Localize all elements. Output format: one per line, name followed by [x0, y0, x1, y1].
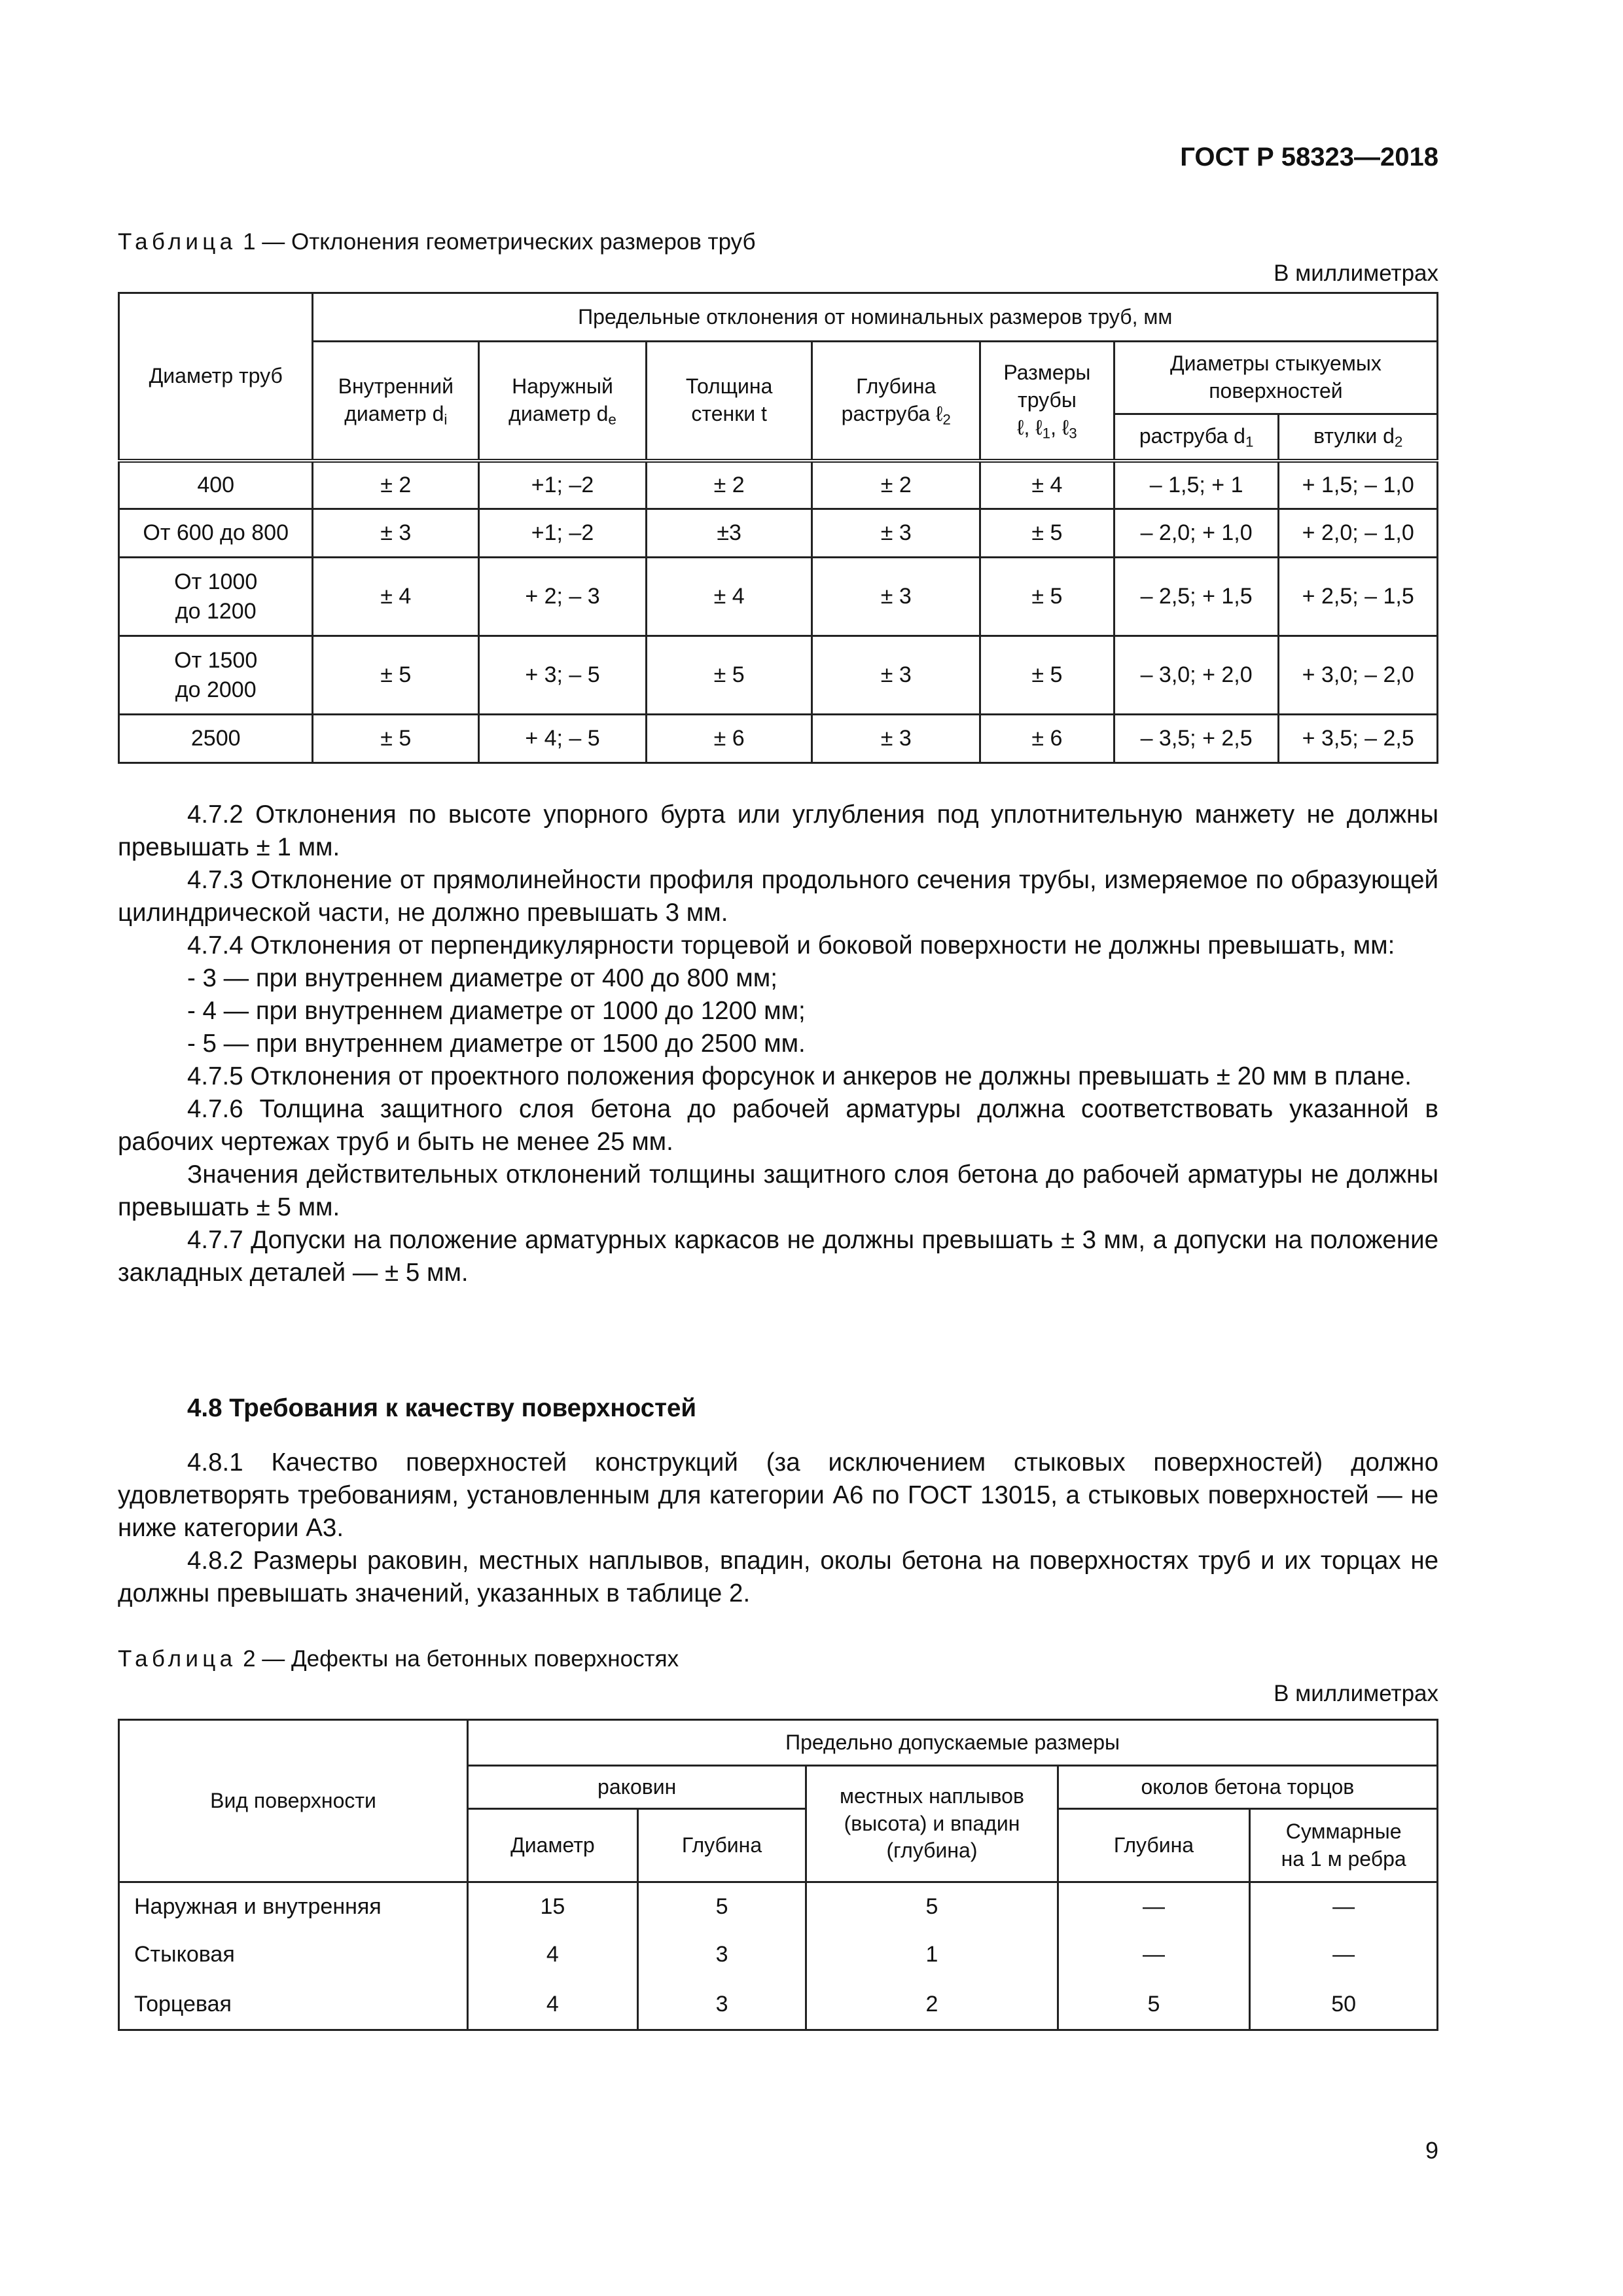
- t1-head-socket-text: раструба d: [1139, 424, 1245, 448]
- table-cell: [119, 558, 313, 636]
- table-cell: – 3,5; + 2,5: [1114, 715, 1279, 763]
- table-cell: 15: [468, 1882, 638, 1931]
- t1-head-outer-sub: e: [608, 411, 616, 428]
- t2-head-total: [1250, 1809, 1438, 1882]
- t1-head-depth: [812, 342, 980, 461]
- t1-head-group: Предельные отклонения от номинальных размеров труб, мм: [313, 293, 1438, 342]
- table-cell: ± 3: [313, 509, 479, 558]
- table-cell: 1: [806, 1931, 1058, 1979]
- table-cell: ± 4: [313, 558, 479, 636]
- table-cell: 5: [1058, 1979, 1250, 2030]
- t2-head-bumps-l1: местных наплывов: [840, 1784, 1024, 1808]
- t1-head-depth-sub: 2: [942, 411, 951, 428]
- t2-head-surface: Вид поверхности: [119, 1720, 468, 1882]
- table-cell: ± 5: [313, 636, 479, 715]
- t1-head-sleeve-sub: 2: [1394, 434, 1403, 451]
- page-number: 9: [1425, 2137, 1438, 2164]
- section-48: [118, 1392, 1438, 1425]
- table-cell: ± 3: [812, 715, 980, 763]
- section-47-text: [118, 798, 1438, 1289]
- t2-head-chips-depth: Глубина: [1058, 1809, 1250, 1882]
- table-row: [119, 1979, 1438, 2030]
- t2-head-chips: околов бетона торцов: [1058, 1766, 1437, 1809]
- t2-head-bumps: [806, 1766, 1058, 1882]
- t1-head-wall-l2: стенки t: [691, 401, 767, 425]
- table-cell: —: [1250, 1931, 1438, 1979]
- table-cell: + 2; – 3: [479, 558, 647, 636]
- t1-head-size-l3a: ℓ, ℓ: [1017, 415, 1043, 439]
- table-cell: ± 5: [980, 636, 1115, 715]
- table-cell: Наружная и внутренняя: [119, 1882, 468, 1931]
- table-cell: 2500: [119, 715, 313, 763]
- table2-caption-prefix: Таблица: [118, 1646, 237, 1672]
- t1-head-inner: [313, 342, 479, 461]
- table-cell: + 4; – 5: [479, 715, 647, 763]
- list-item: - 3 — при внутреннем диаметре от 400 до 800 мм;: [187, 964, 777, 992]
- standard-designation: ГОСТ Р 58323—2018: [1180, 143, 1438, 171]
- t1-head-size-l3b: , ℓ: [1050, 415, 1069, 439]
- t1-head-size-sub1: 1: [1042, 425, 1051, 442]
- t2-head-bumps-l2: (высота) и впадин: [844, 1811, 1020, 1835]
- table-cell: 50: [1250, 1979, 1438, 2030]
- table-cell: ± 4: [980, 461, 1115, 509]
- table-cell: + 3,0; – 2,0: [1279, 636, 1438, 715]
- t1-head-depth-l2: раструба ℓ: [841, 401, 943, 425]
- table-cell: —: [1058, 1882, 1250, 1931]
- table-cell: + 3; – 5: [479, 636, 647, 715]
- table-row: [119, 1931, 1438, 1979]
- t2-head-cavities: раковин: [468, 1766, 806, 1809]
- table2: [118, 1719, 1438, 2031]
- table2-caption: [118, 1646, 679, 1672]
- t1-row3-line2: до 1200: [175, 598, 257, 624]
- table-cell: ± 5: [980, 558, 1115, 636]
- table-cell: Стыковая: [119, 1931, 468, 1979]
- table-row: [119, 1882, 1438, 1931]
- table-cell: Торцевая: [119, 1979, 468, 2030]
- table-cell: ± 3: [812, 509, 980, 558]
- table-row: [119, 715, 1438, 763]
- t1-head-inner-sub: i: [444, 411, 448, 428]
- table2-units: В миллиметрах: [1274, 1681, 1438, 1706]
- t1-head-outer: [479, 342, 647, 461]
- list-item: - 4 — при внутреннем диаметре от 1000 до 1200 мм;: [187, 997, 806, 1025]
- t1-head-socket: [1114, 414, 1279, 461]
- table-row: [119, 509, 1438, 558]
- paragraph-4-7-5: 4.7.5 Отклонения от проектного положения форсунок и анкеров не должны превышать ± 20 мм в плане.: [187, 1062, 1412, 1090]
- table-cell: [119, 636, 313, 715]
- t1-row4-line1: От 1500: [174, 648, 258, 673]
- table-cell: – 3,0; + 2,0: [1114, 636, 1279, 715]
- section-48-title: 4.8 Требования к качеству поверхностей: [187, 1394, 697, 1422]
- table-row: [119, 461, 1438, 509]
- table-cell: 5: [637, 1882, 806, 1931]
- paragraph-4-7-2: 4.7.2 Отклонения по высоте упорного бурта или углубления под уплотнительную манжету не должны превышать ± 1 мм.: [118, 800, 1438, 861]
- table-cell: + 2,0; – 1,0: [1279, 509, 1438, 558]
- t1-head-socket-sub: 1: [1245, 434, 1254, 451]
- table-cell: 400: [119, 461, 313, 509]
- t1-head-wall-l1: Толщина: [685, 374, 773, 399]
- table-cell: ± 5: [646, 636, 812, 715]
- table2-caption-text: 2 — Дефекты на бетонных поверхностях: [236, 1646, 679, 1672]
- table-cell: ± 2: [313, 461, 479, 509]
- table-cell: —: [1058, 1931, 1250, 1979]
- table-cell: ± 6: [980, 715, 1115, 763]
- t1-head-outer-l1: Наружный: [512, 374, 613, 399]
- table-cell: 2: [806, 1979, 1058, 2030]
- table-cell: ± 5: [980, 509, 1115, 558]
- paragraph-4-7-6-cont: Значения действительных отклонений толщины защитного слоя бетона до рабочей арматуры не должны превышать ± 5 мм.: [118, 1160, 1438, 1221]
- paragraph-4-7-4: 4.7.4 Отклонения от перпендикулярности торцевой и боковой поверхности не должны превышать, мм:: [187, 931, 1395, 960]
- table-cell: ± 6: [646, 715, 812, 763]
- table-cell: 3: [637, 1931, 806, 1979]
- t1-head-diameter: Диаметр труб: [119, 293, 313, 461]
- table-cell: 3: [637, 1979, 806, 2030]
- t1-head-sleeve: [1279, 414, 1438, 461]
- list-item: - 5 — при внутреннем диаметре от 1500 до 2500 мм.: [187, 1030, 806, 1058]
- t2-head-total-l2: на 1 м ребра: [1281, 1846, 1406, 1871]
- table-cell: – 2,5; + 1,5: [1114, 558, 1279, 636]
- t1-head-size: [980, 342, 1115, 461]
- t1-head-outer-l2: диаметр d: [508, 401, 609, 425]
- table-cell: —: [1250, 1882, 1438, 1931]
- table-row: [119, 636, 1438, 715]
- table-row: [119, 558, 1438, 636]
- table-cell: +1; –2: [479, 509, 647, 558]
- t2-head-depth: Глубина: [637, 1809, 806, 1882]
- table-cell: 4: [468, 1979, 638, 2030]
- table-cell: +1; –2: [479, 461, 647, 509]
- t2-head-total-l1: Суммарные: [1285, 1819, 1402, 1843]
- table-cell: ± 3: [812, 636, 980, 715]
- t2-head-diameter: Диаметр: [468, 1809, 638, 1882]
- t1-head-wall: [646, 342, 812, 461]
- table-cell: + 1,5; – 1,0: [1279, 461, 1438, 509]
- table-cell: – 2,0; + 1,0: [1114, 509, 1279, 558]
- table-cell: + 3,5; – 2,5: [1279, 715, 1438, 763]
- table1-caption-text: 1 — Отклонения геометрических размеров труб: [236, 229, 756, 255]
- t1-head-size-l1: Размеры: [1003, 361, 1091, 385]
- table-cell: 5: [806, 1882, 1058, 1931]
- paragraph-4-7-3: 4.7.3 Отклонение от прямолинейности профиля продольного сечения трубы, измеряемое по образующей цилиндрической части, не должно превышать 3 мм.: [118, 866, 1438, 927]
- table1-caption: [118, 229, 756, 255]
- t1-row4-line2: до 2000: [175, 677, 257, 702]
- table-cell: + 2,5; – 1,5: [1279, 558, 1438, 636]
- paragraph-4-8-1: 4.8.1 Качество поверхностей конструкций (за исключением стыковых поверхностей) должно удовлетворять требованиям, установленным для категории А6 по ГОСТ 13015, а стыковых поверхностей — не ниже категории А3.: [118, 1448, 1438, 1542]
- table-cell: ± 4: [646, 558, 812, 636]
- section-48-text: [118, 1446, 1438, 1610]
- t1-head-size-sub3: 3: [1069, 425, 1077, 442]
- table1: [118, 292, 1438, 764]
- t1-row3-line1: От 1000: [174, 569, 258, 595]
- table-cell: 4: [468, 1931, 638, 1979]
- table-cell: ±3: [646, 509, 812, 558]
- t1-head-inner-l2: диаметр d: [344, 401, 444, 425]
- t1-head-sleeve-text: втулки d: [1313, 424, 1395, 448]
- t1-head-depth-l1: Глубина: [856, 374, 936, 399]
- t1-head-size-l2: трубы: [1018, 387, 1077, 412]
- table-cell: От 600 до 800: [119, 509, 313, 558]
- t2-head-group: Предельно допускаемые размеры: [468, 1720, 1438, 1766]
- t1-head-joint: Диаметры стыкуемых поверхностей: [1114, 342, 1437, 414]
- t1-head-inner-l1: Внутренний: [338, 374, 454, 399]
- paragraph-4-7-6: 4.7.6 Толщина защитного слоя бетона до рабочей арматуры должна соответствовать указанной в рабочих чертежах труб и быть не менее 25 мм.: [118, 1095, 1438, 1156]
- table-cell: ± 2: [646, 461, 812, 509]
- table-cell: ± 5: [313, 715, 479, 763]
- table-cell: ± 3: [812, 558, 980, 636]
- table-cell: ± 2: [812, 461, 980, 509]
- table1-caption-prefix: Таблица: [118, 229, 237, 255]
- t2-head-bumps-l3: (глубина): [886, 1839, 978, 1863]
- table1-units: В миллиметрах: [1274, 260, 1438, 286]
- table-cell: – 1,5; + 1: [1114, 461, 1279, 509]
- paragraph-4-8-2: 4.8.2 Размеры раковин, местных наплывов, впадин, околы бетона на поверхностях труб и их торцах не должны превышать значений, указанных в таблице 2.: [118, 1547, 1438, 1607]
- paragraph-4-7-7: 4.7.7 Допуски на положение арматурных каркасов не должны превышать ± 3 мм, а допуски на положение закладных деталей — ± 5 мм.: [118, 1226, 1438, 1287]
